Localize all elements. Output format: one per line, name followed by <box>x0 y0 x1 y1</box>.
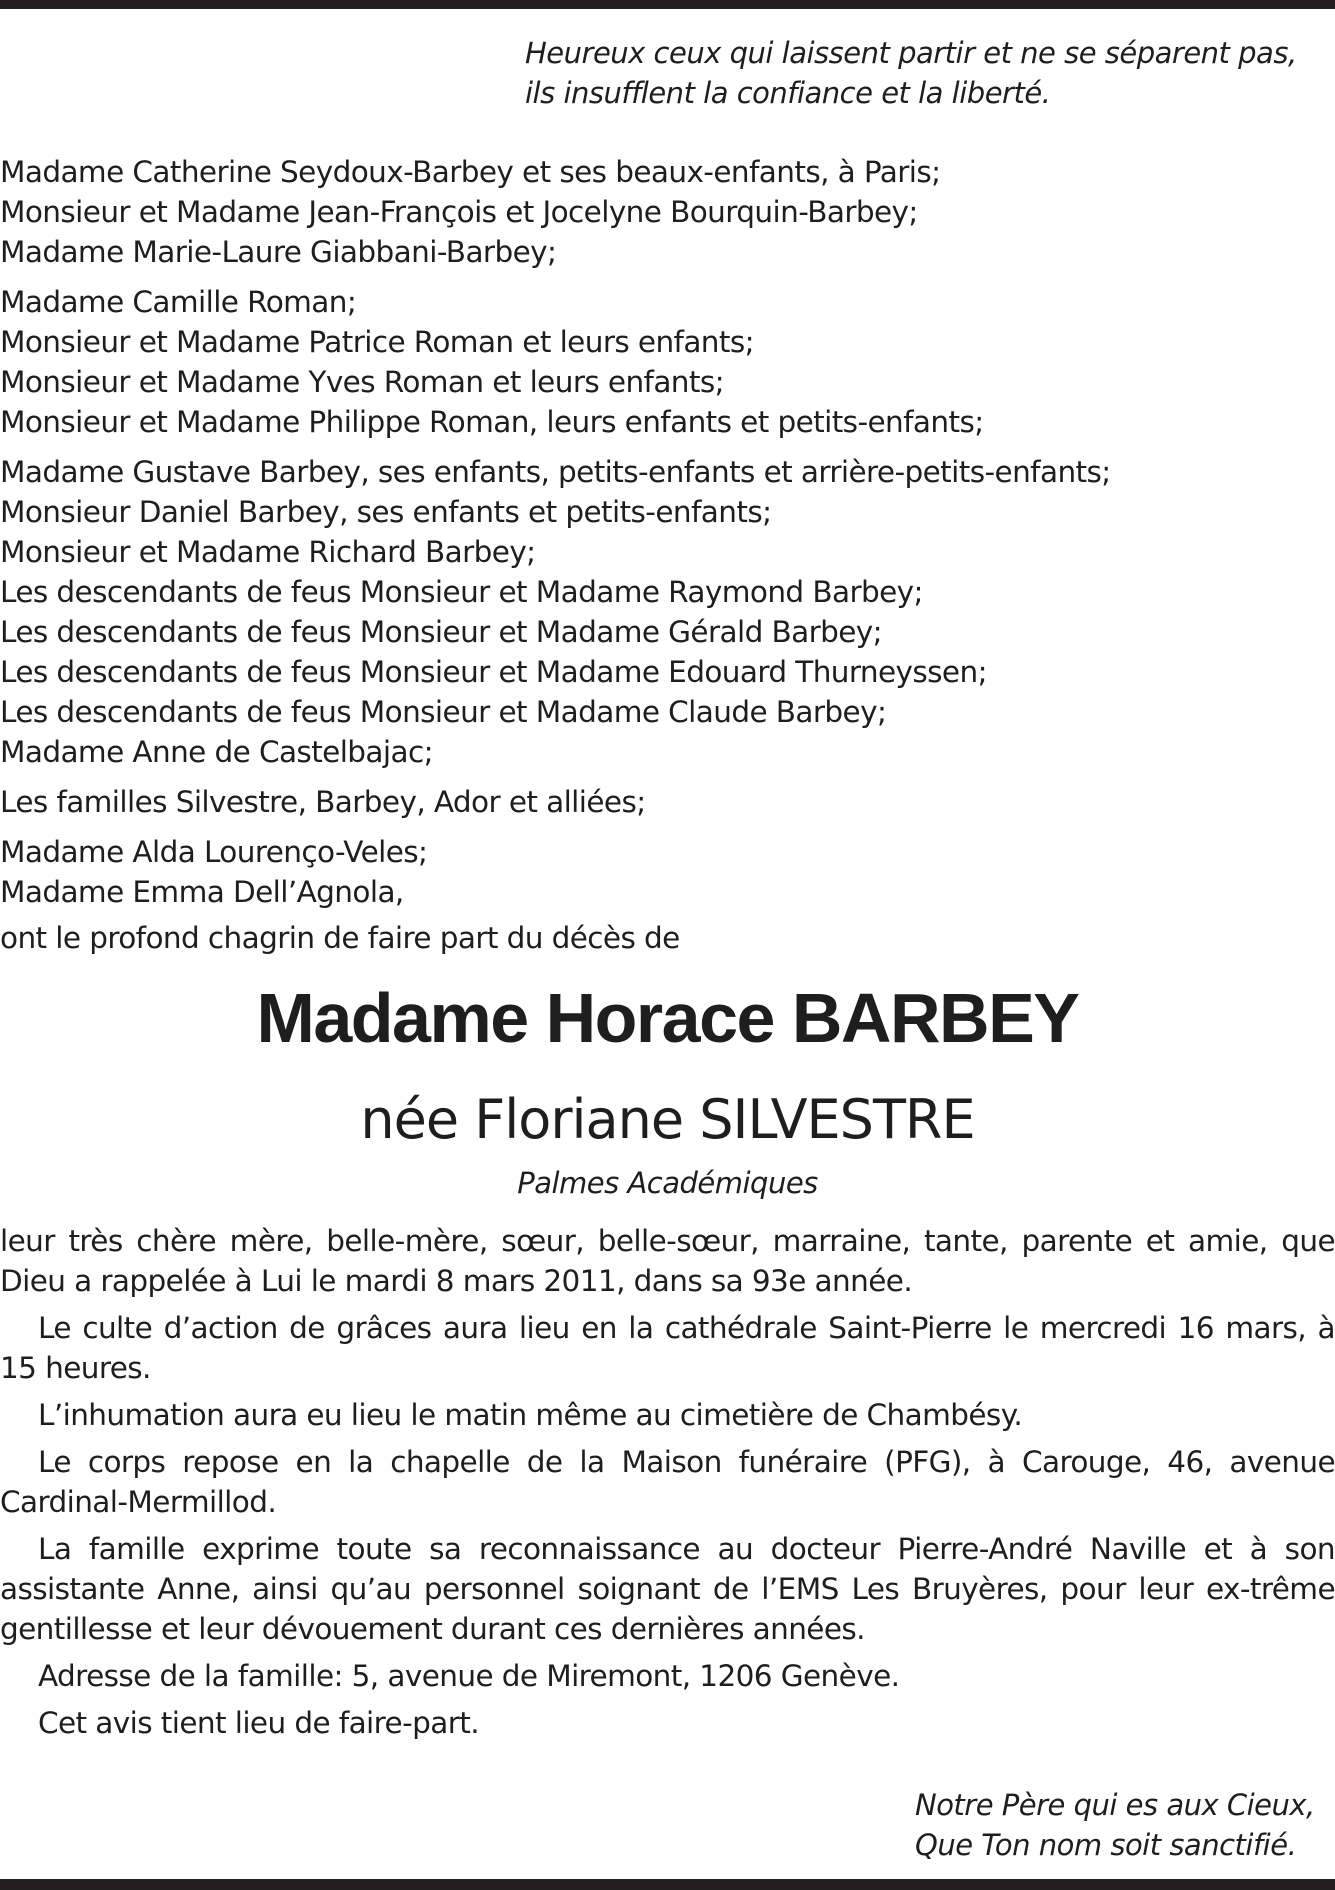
thanks-paragraph: La famille exprime toute sa reconnaissance au docteur Pierre-André Naville et à son assistante Anne, ainsi qu’au personnel soignant de l’EMS Les Bruyères, pour leur ex-trême gentillesse et leur dévouement durant ces dernières années. <box>0 1532 1335 1646</box>
closing-line: Notre Père qui es aux Cieux, <box>915 1788 1315 1822</box>
mourner-line: Les descendants de feus Monsieur et Madame Claude Barbey; <box>0 695 887 729</box>
mourners-group-barbey-children <box>0 152 1335 272</box>
mourner-line: Les descendants de feus Monsieur et Madame Edouard Thurneyssen; <box>0 655 987 689</box>
deceased-name: Madame Horace BARBEY <box>256 979 1079 1057</box>
burial-paragraph: L’inhumation aura eu lieu le matin même au cimetière de Chambésy. <box>38 1398 1023 1432</box>
deceased-birth-name: née Floriane SILVESTRE <box>360 1088 975 1151</box>
mourner-line: Monsieur Daniel Barbey, ses enfants et petits-enfants; <box>0 495 772 529</box>
mourner-line: Les familles Silvestre, Barbey, Ador et alliées; <box>0 785 646 819</box>
mourners-group-roman <box>0 282 1335 442</box>
mourner-line: Madame Camille Roman; <box>0 285 357 319</box>
mourner-line: Monsieur et Madame Yves Roman et leurs enfants; <box>0 365 724 399</box>
mourner-line: Les descendants de feus Monsieur et Madame Raymond Barbey; <box>0 575 923 609</box>
bottom-border-rule <box>0 1879 1335 1890</box>
deceased-distinction: Palmes Académiques <box>517 1166 818 1200</box>
relation-paragraph: leur très chère mère, belle-mère, sœur, belle-sœur, marraine, tante, parente et amie, que Dieu a rappelée à Lui le mardi 8 mars 2011, dans sa 93e année. <box>0 1224 1335 1298</box>
mourner-line: Monsieur et Madame Philippe Roman, leurs enfants et petits-enfants; <box>0 405 984 439</box>
mourners-list <box>0 152 1335 958</box>
closing-prayer <box>915 1785 1335 1865</box>
mourners-group-families <box>0 782 1335 822</box>
epigraph-quote <box>525 33 1335 113</box>
mourner-line: Madame Marie-Laure Giabbani-Barbey; <box>0 235 557 269</box>
mourner-line: Monsieur et Madame Richard Barbey; <box>0 535 536 569</box>
mourner-line: Madame Catherine Seydoux-Barbey et ses beaux-enfants, à Paris; <box>0 155 941 189</box>
mourner-line: Madame Alda Lourenço-Veles; <box>0 835 428 869</box>
mourners-group-caregivers <box>0 832 1335 912</box>
repose-paragraph: Le corps repose en la chapelle de la Maison funéraire (PFG), à Carouge, 46, avenue Cardinal-Mermillod. <box>0 1445 1335 1519</box>
notice-body <box>0 1221 1335 1750</box>
mourner-line: Monsieur et Madame Patrice Roman et leurs enfants; <box>0 325 754 359</box>
mourner-line: Madame Anne de Castelbajac; <box>0 735 433 769</box>
epigraph-line: Heureux ceux qui laissent partir et ne se séparent pas, <box>525 36 1297 70</box>
closing-line: Que Ton nom soit sanctifié. <box>915 1828 1297 1862</box>
service-paragraph: Le culte d’action de grâces aura lieu en la cathédrale Saint-Pierre le mercredi 16 mars, à 15 heures. <box>0 1311 1335 1385</box>
mourner-line: Monsieur et Madame Jean-François et Jocelyne Bourquin-Barbey; <box>0 195 918 229</box>
epigraph-line: ils insufflent la confiance et la liberté. <box>525 76 1051 110</box>
mourners-group-extended-barbey <box>0 452 1335 772</box>
top-border-rule <box>0 0 1335 9</box>
announcement-intro: ont le profond chagrin de faire part du décès de <box>0 921 680 955</box>
mourner-line: Madame Gustave Barbey, ses enfants, petits-enfants et arrière-petits-enfants; <box>0 455 1111 489</box>
mourner-line: Les descendants de feus Monsieur et Madame Gérald Barbey; <box>0 615 883 649</box>
address-paragraph: Adresse de la famille: 5, avenue de Miremont, 1206 Genève. <box>38 1659 900 1693</box>
notice-paragraph: Cet avis tient lieu de faire-part. <box>38 1706 479 1740</box>
mourner-line: Madame Emma Dell’Agnola, <box>0 875 404 909</box>
